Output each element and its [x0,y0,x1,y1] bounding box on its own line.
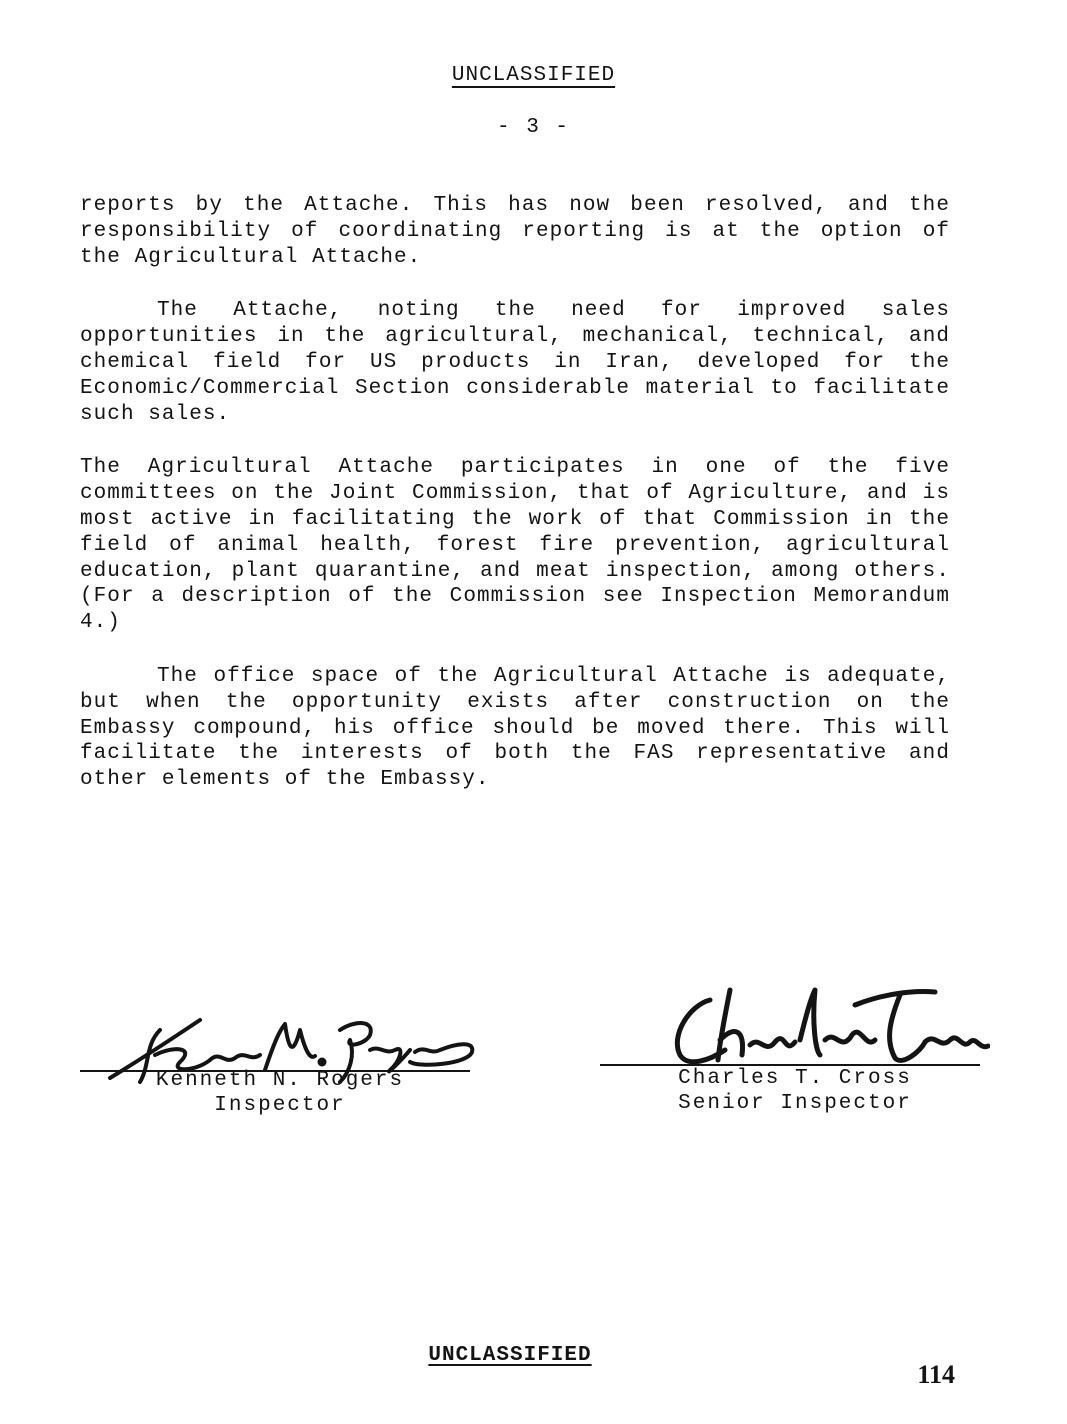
handwritten-signature-cross [650,980,990,1070]
body-text [80,193,950,821]
paragraph-3: The Agricultural Attache participates in one of the five committees on the Joint Commission, that of Agriculture, and is most active in facilitating the work of that Commission in the field of animal health, forest fire prevention, agricultural education, plant quarantine, and meat inspection, among others. (For a description of the Commission see Inspection Memorandum 4.) [80,456,950,635]
classification-header-label: UNCLASSIFIED [451,64,616,87]
paragraph-4: The office space of the Agricultural Attache is adequate, but when the opportunity exists after construction on the Embassy compound, his office should be moved there. This will facilitate the interests of both the FAS representative and other elements of the Embassy. [80,664,950,792]
classification-footer-label: UNCLASSIFIED [428,1344,592,1367]
signer-title: Senior Inspector [678,1092,912,1115]
signer-name: Kenneth N. Rogers [155,1069,405,1092]
signer-name: Charles T. Cross [678,1067,912,1090]
classification-header [0,64,1067,87]
paragraph-2: The Attache, noting the need for improved sales opportunities in the agricultural, mechanical, technical, and chemical field for US products in Iran, developed for the Economic/Commercial Section considerable material to facilitate such sales. [80,299,950,426]
classification-footer [0,1344,1020,1367]
folio-number: 114 [917,1360,955,1389]
signature-section [0,980,1067,1140]
signer-title: Inspector [214,1094,346,1117]
paragraph-1: reports by the Attache. This has now been resolved, and the responsibility of coordinating reporting is at the option of the Agricultural Attache. [80,194,950,269]
page-number: - 3 - [496,116,570,139]
